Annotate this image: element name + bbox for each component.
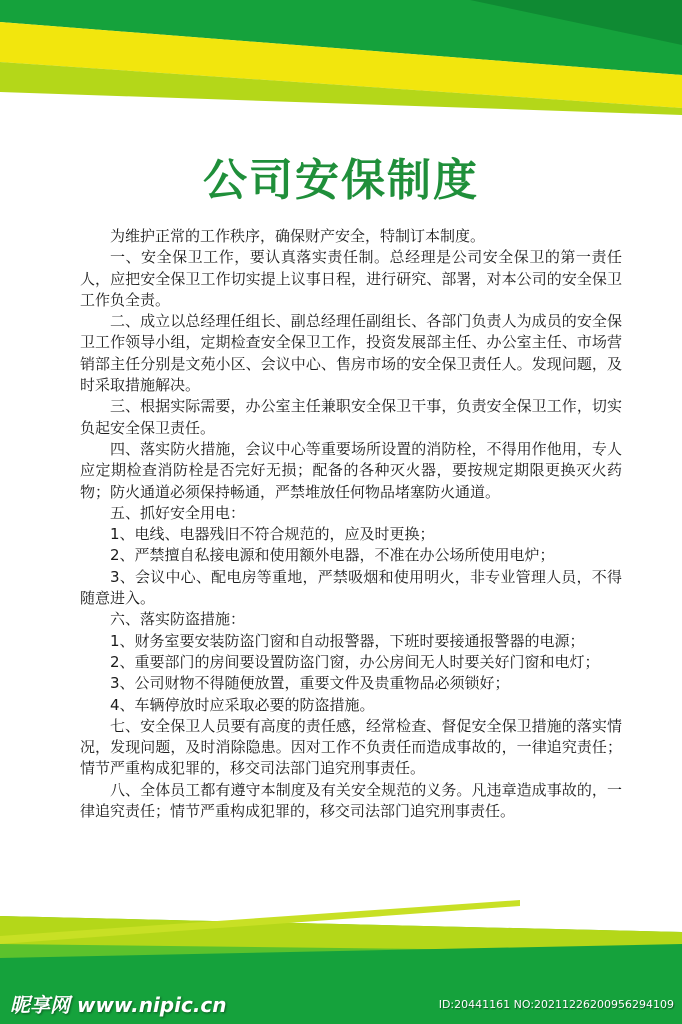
clause-5-electrical-safety-heading: 五、抓好安全用电： xyxy=(110,503,246,522)
clause-5-item-2: 2、严禁擅自私接电源和使用额外电器，不准在办公场所使用电炉； xyxy=(110,546,555,565)
clause-6-anti-theft-heading: 六、落实防盗措施： xyxy=(110,610,246,629)
clause-6-item-2: 2、重要部门的房间要设置防盗门窗，办公房间无人时要关好门窗和电灯； xyxy=(110,652,600,671)
intro-paragraph: 为维护正常的工作秩序，确保财产安全，特制订本制度。 xyxy=(110,227,486,245)
clause-1-responsibility: 一、安全保卫工作，要认真落实责任制。总经理是公司安全保卫的第一责任人，应把安全保卫工作切实提上议事日程，进行研究、部署，对本公司的安全保卫工作负全责。 xyxy=(80,248,622,309)
clause-3-security-officer: 三、根据实际需要，办公室主任兼职安全保卫干事，负责安全保卫工作，切实负起安全保卫责任。 xyxy=(80,397,622,437)
clause-5-item-3: 3、会议中心、配电房等重地，严禁吸烟和使用明火，非专业管理人员，不得随意进入。 xyxy=(80,567,622,608)
clause-6-item-3: 3、公司财物不得随便放置，重要文件及贵重物品必须锁好； xyxy=(110,674,510,693)
top-decoration-band xyxy=(0,0,682,140)
clause-5-item-1: 1、电线、电器残旧不符合规范的，应及时更换； xyxy=(110,525,435,544)
clause-2-leadership-group: 二、成立以总经理任组长、副总经理任副组长、各部门负责人为成员的安全保卫工作领导小组，定期检查安全保卫工作，投资发展部主任、办公室主任、市场营销部主任分别是文苑小区、会议中心、售房市场的安全保卫责任人。发现问题，及时采取措施解决。 xyxy=(80,312,622,395)
clause-6-item-4: 4、车辆停放时应采取必要的防盗措施。 xyxy=(110,695,375,714)
clause-6-item-1: 1、财务室要安装防盗门窗和自动报警器，下班时要接通报警器的电源； xyxy=(110,631,585,650)
clause-8-employee-duty: 八、全体员工都有遵守本制度及有关安全规范的义务。凡违章造成事故的，一律追究责任；情节严重构成犯罪的，移交司法部门追究刑事责任。 xyxy=(80,780,622,821)
clause-4-fire-prevention: 四、落实防火措施，会议中心等重要场所设置的消防栓，不得用作他用，专人应定期检查消防栓是否完好无损；配备的各种灭火器，要按规定期限更换灭火药物；防火通道必须保持畅通，严禁堆放任何物品堵塞防火通道。 xyxy=(80,439,622,501)
page-title: 公司安保制度 xyxy=(203,155,479,206)
clause-7-security-staff: 七、安全保卫人员要有高度的责任感，经常检查、督促安全保卫措施的落实情况，发现问题，及时消除隐患。因对工作不负责任而造成事故的，一律追究责任；情节严重构成犯罪的，移交司法部门追究刑事责任。 xyxy=(80,716,622,778)
watermark-bar xyxy=(0,988,682,1024)
watermark-id: ID:20441161 NO:20211226200956294109 xyxy=(438,998,674,1011)
regulation-body xyxy=(80,226,622,822)
watermark-logo: 昵享网 www.nipic.cn xyxy=(10,993,227,1017)
